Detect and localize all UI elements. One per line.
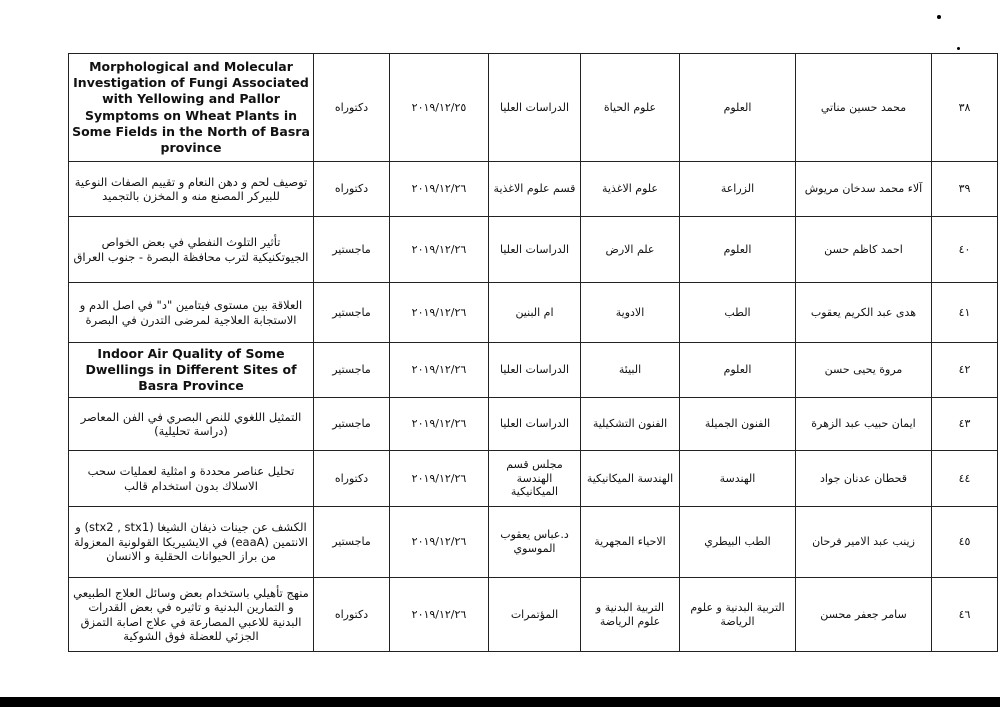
specialization-cell: الهندسة الميكانيكية (581, 451, 680, 507)
specialization-cell: علوم الحياة (581, 54, 680, 162)
department-cell: د.عباس يعقوب الموسوي (489, 507, 581, 578)
college-cell: العلوم (680, 343, 796, 398)
college-cell: الفنون الجميلة (680, 398, 796, 451)
date-cell: ٢٠١٩/١٢/٢٦ (390, 162, 489, 217)
thesis-title-cell: تحليل عناصر محددة و امثلية لعمليات سحب الاسلاك بدون استخدام قالب (69, 451, 314, 507)
table-row (69, 162, 998, 217)
table-row (69, 578, 998, 652)
specialization-cell: علم الارض (581, 217, 680, 283)
specialization-cell: الاحياء المجهرية (581, 507, 680, 578)
date-cell: ٢٠١٩/١٢/٢٥ (390, 54, 489, 162)
thesis-title-cell: الكشف عن جينات ذيفان الشيغا (stx2 , stx1) و الانتمين (eaaA) في الايشيريكا القولونية المعزولة من براز الحيوانات الحقلية و الانسان (69, 507, 314, 578)
date-cell: ٢٠١٩/١٢/٢٦ (390, 398, 489, 451)
degree-cell: ماجستير (314, 507, 390, 578)
row-number-cell: ٤٣ (932, 398, 998, 451)
department-cell: ام البنين (489, 283, 581, 343)
department-cell: الدراسات العليا (489, 54, 581, 162)
degree-cell: ماجستير (314, 343, 390, 398)
scan-speck (957, 47, 960, 50)
college-cell: التربية البدنية و علوم الرياضة (680, 578, 796, 652)
college-cell: العلوم (680, 54, 796, 162)
department-cell: الدراسات العليا (489, 398, 581, 451)
college-cell: الطب (680, 283, 796, 343)
scan-edge (0, 697, 1000, 707)
date-cell: ٢٠١٩/١٢/٢٦ (390, 578, 489, 652)
college-cell: الطب البيطري (680, 507, 796, 578)
row-number-cell: ٤١ (932, 283, 998, 343)
table-row (69, 217, 998, 283)
specialization-cell: التربية البدنية و علوم الرياضة (581, 578, 680, 652)
specialization-cell: الادوية (581, 283, 680, 343)
student-name-cell: هدى عبد الكريم يعقوب (796, 283, 932, 343)
college-cell: العلوم (680, 217, 796, 283)
date-cell: ٢٠١٩/١٢/٢٦ (390, 217, 489, 283)
row-number-cell: ٤٤ (932, 451, 998, 507)
date-cell: ٢٠١٩/١٢/٢٦ (390, 343, 489, 398)
table-row (69, 398, 998, 451)
scan-speck (937, 15, 941, 19)
thesis-title-cell: تأثير التلوث النفطي في بعض الخواص الجيوتكنيكية لترب محافظة البصرة - جنوب العراق (69, 217, 314, 283)
table-row (69, 54, 998, 162)
thesis-title-cell: Morphological and Molecular Investigation of Fungi Associated with Yellowing and Pallor Symptoms on Wheat Plants in Some Fields in the North of Basra province (69, 54, 314, 162)
table-body (69, 54, 998, 652)
specialization-cell: علوم الاغذية (581, 162, 680, 217)
row-number-cell: ٤٠ (932, 217, 998, 283)
student-name-cell: ايمان حبيب عبد الزهرة (796, 398, 932, 451)
department-cell: قسم علوم الاغذية (489, 162, 581, 217)
row-number-cell: ٤٦ (932, 578, 998, 652)
degree-cell: دكتوراه (314, 451, 390, 507)
date-cell: ٢٠١٩/١٢/٢٦ (390, 507, 489, 578)
degree-cell: دكتوراه (314, 162, 390, 217)
student-name-cell: مروة يحيى حسن (796, 343, 932, 398)
student-name-cell: محمد حسين مناتي (796, 54, 932, 162)
date-cell: ٢٠١٩/١٢/٢٦ (390, 451, 489, 507)
degree-cell: دكتوراه (314, 54, 390, 162)
degree-cell: ماجستير (314, 217, 390, 283)
row-number-cell: ٣٩ (932, 162, 998, 217)
degree-cell: ماجستير (314, 283, 390, 343)
college-cell: الزراعة (680, 162, 796, 217)
thesis-register-table (68, 53, 998, 652)
student-name-cell: سامر جعفر محسن (796, 578, 932, 652)
thesis-title-cell: منهج تأهيلي باستخدام بعض وسائل العلاج الطبيعي و التمارين البدنية و تاثيره في بعض القدرات البدنية للاعبي المصارعة في علاج اصابة التمزق الجزئي للعضلة فوق الشوكية (69, 578, 314, 652)
date-cell: ٢٠١٩/١٢/٢٦ (390, 283, 489, 343)
department-cell: مجلس قسم الهندسة الميكانيكية (489, 451, 581, 507)
college-cell: الهندسة (680, 451, 796, 507)
student-name-cell: احمد كاظم حسن (796, 217, 932, 283)
thesis-title-cell: العلاقة بين مستوى فيتامين "د" في اصل الدم و الاستجابة العلاجية لمرضى التدرن في البصرة (69, 283, 314, 343)
student-name-cell: قحطان عدنان جواد (796, 451, 932, 507)
row-number-cell: ٣٨ (932, 54, 998, 162)
department-cell: المؤتمرات (489, 578, 581, 652)
department-cell: الدراسات العليا (489, 217, 581, 283)
department-cell: الدراسات العليا (489, 343, 581, 398)
row-number-cell: ٤٢ (932, 343, 998, 398)
table-row (69, 283, 998, 343)
thesis-title-cell: التمثيل اللغوي للنص البصري في الفن المعاصر (دراسة تحليلية) (69, 398, 314, 451)
row-number-cell: ٤٥ (932, 507, 998, 578)
degree-cell: ماجستير (314, 398, 390, 451)
thesis-title-cell: توصيف لحم و دهن النعام و تقييم الصفات النوعية للبيركر المصنع منه و المخزن بالتجميد (69, 162, 314, 217)
specialization-cell: الفنون التشكيلية (581, 398, 680, 451)
student-name-cell: زينب عبد الامير فرحان (796, 507, 932, 578)
table-row (69, 451, 998, 507)
specialization-cell: البيئة (581, 343, 680, 398)
degree-cell: دكتوراه (314, 578, 390, 652)
thesis-title-cell: Indoor Air Quality of Some Dwellings in Different Sites of Basra Province (69, 343, 314, 398)
table-row (69, 507, 998, 578)
student-name-cell: آلاء محمد سدخان مريوش (796, 162, 932, 217)
table-row (69, 343, 998, 398)
